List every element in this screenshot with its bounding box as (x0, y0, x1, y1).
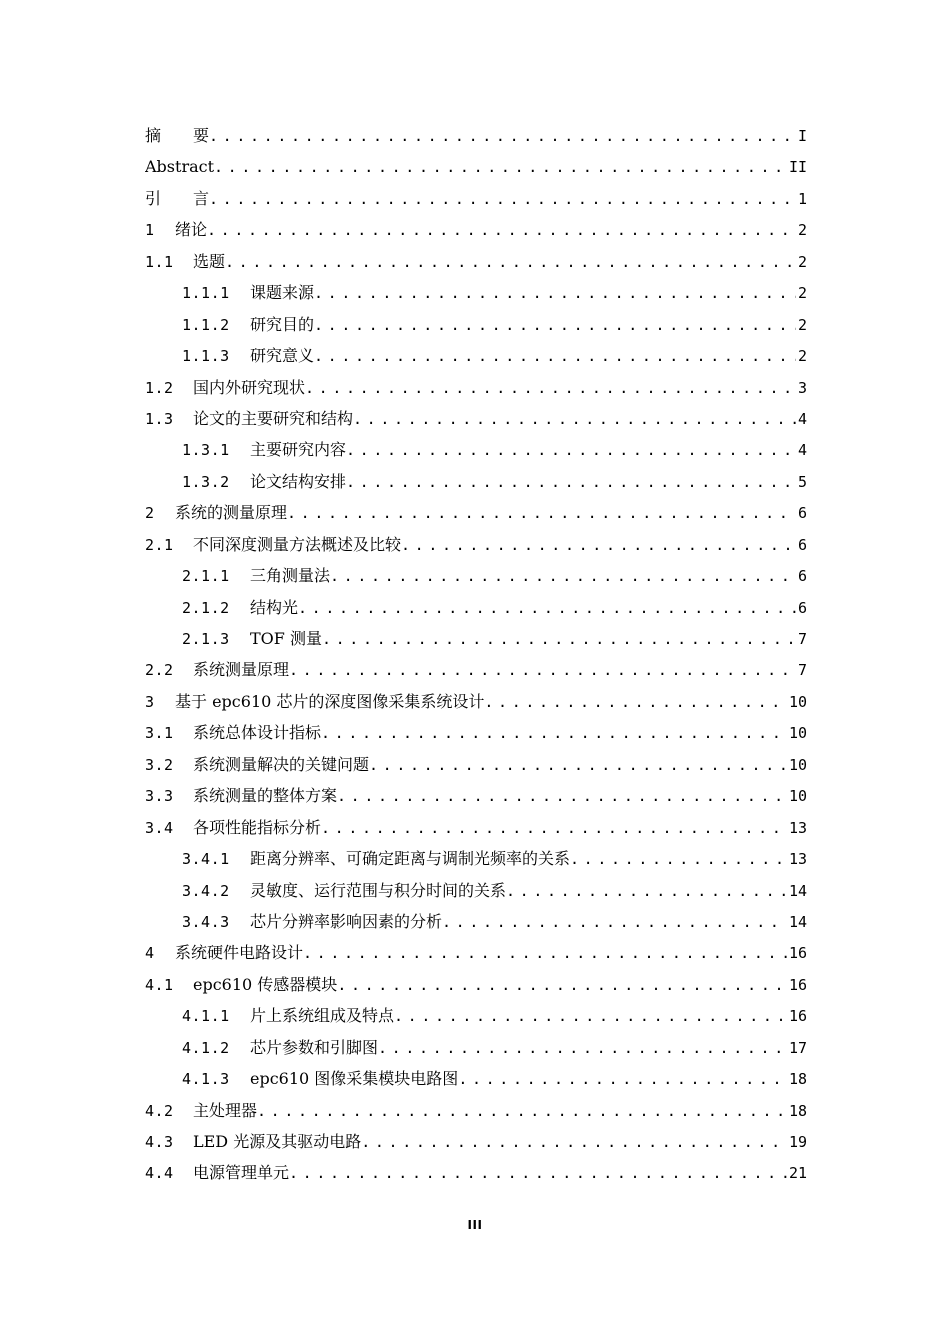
toc-entry-page: 2 (797, 315, 807, 334)
toc-entry-number: 1.3.2 (182, 472, 230, 491)
toc-entry[interactable] (145, 1000, 807, 1031)
toc-entry-title: 绪论 (175, 220, 208, 240)
toc-entry-page: 14 (788, 912, 807, 931)
toc-entry-page: 17 (788, 1038, 807, 1057)
toc-dot-leader (207, 214, 796, 245)
toc-entry-title: 摘 要 (145, 126, 210, 145)
toc-entry-page: II (788, 158, 807, 177)
toc-dot-leader (321, 717, 787, 748)
toc-entry-title: 国内外研究现状 (193, 377, 306, 397)
toc-entry-page: 4 (797, 409, 807, 428)
toc-entry-number: 4.1.2 (182, 1038, 230, 1057)
toc-entry-title: 课题来源 (250, 283, 315, 303)
toc-entry[interactable] (145, 309, 807, 340)
toc-dot-leader (401, 529, 796, 560)
toc-entry-page: 16 (788, 944, 807, 963)
toc-entry[interactable] (145, 1126, 807, 1157)
toc-entry[interactable] (145, 560, 807, 591)
toc-entry-title: 基于 epc610 芯片的深度图像采集系统设计 (175, 691, 485, 711)
toc-entry[interactable] (145, 120, 807, 151)
toc-entry-number: 3.1 (145, 724, 174, 743)
toc-entry-title: 芯片分辨率影响因素的分析 (250, 911, 443, 931)
toc-dot-leader (337, 969, 787, 1000)
toc-entry-number: 2.1.3 (182, 630, 230, 648)
toc-entry-page: 4 (797, 441, 807, 460)
toc-dot-leader (314, 340, 796, 371)
toc-entry-page: I (797, 127, 807, 145)
toc-entry-title: LED 光源及其驱动电路 (193, 1132, 362, 1151)
toc-entry[interactable] (145, 403, 807, 434)
toc-entry-page: 2 (797, 347, 807, 366)
toc-entry[interactable] (145, 749, 807, 780)
toc-dot-leader (458, 1063, 787, 1094)
toc-entry[interactable] (145, 654, 807, 685)
toc-entry[interactable] (145, 592, 807, 623)
toc-entry-page: 6 (797, 598, 807, 617)
toc-entry[interactable] (145, 497, 807, 528)
toc-entry-page: 16 (788, 1007, 807, 1026)
toc-entry-title: TOF 测量 (250, 629, 322, 648)
toc-dot-leader (346, 434, 796, 465)
toc-entry-number: 1 (145, 221, 155, 240)
toc-dot-leader (442, 906, 787, 937)
toc-entry[interactable] (145, 937, 807, 968)
toc-entry-number: 2.1.2 (182, 598, 230, 617)
toc-dot-leader (289, 1157, 787, 1188)
toc-dot-leader (225, 246, 796, 277)
table-of-contents (145, 120, 807, 1189)
toc-entry[interactable] (145, 717, 807, 748)
toc-entry-title: 系统总体设计指标 (193, 723, 322, 743)
toc-entry-page: 10 (788, 787, 807, 806)
toc-entry-number: 3.3 (145, 787, 174, 806)
toc-dot-leader (303, 937, 787, 968)
toc-dot-leader (394, 1000, 787, 1031)
toc-entry-title: 片上系统组成及特点 (250, 1006, 395, 1026)
toc-entry-page: 13 (788, 850, 807, 869)
toc-dot-leader (361, 1126, 787, 1157)
toc-entry-page: 3 (797, 378, 807, 397)
toc-entry-number: 3.4.1 (182, 850, 230, 869)
toc-entry[interactable] (145, 969, 807, 1000)
toc-entry-title: 结构光 (250, 597, 299, 617)
toc-entry-page: 13 (788, 818, 807, 837)
toc-dot-leader (330, 560, 796, 591)
toc-entry[interactable] (145, 466, 807, 497)
toc-dot-leader (369, 749, 787, 780)
toc-entry-title: 三角测量法 (250, 566, 331, 586)
toc-entry-title: 不同深度测量方法概述及比较 (193, 534, 402, 554)
toc-entry[interactable] (145, 340, 807, 371)
toc-entry[interactable] (145, 843, 807, 874)
toc-entry-number: 2.1 (145, 535, 174, 554)
toc-entry[interactable] (145, 1063, 807, 1094)
toc-entry-page: 7 (797, 630, 807, 648)
toc-entry-title: 论文的主要研究和结构 (193, 408, 354, 428)
toc-entry-number: 4.1.3 (182, 1070, 230, 1089)
toc-entry-page: 10 (788, 755, 807, 774)
toc-dot-leader (506, 875, 787, 906)
toc-dot-leader (305, 372, 796, 403)
toc-entry-number: 4.3 (145, 1133, 174, 1151)
toc-dot-leader (570, 843, 787, 874)
toc-entry-title: Abstract (145, 157, 215, 177)
toc-entry[interactable] (145, 686, 807, 717)
toc-entry-page: 19 (788, 1133, 807, 1151)
toc-entry-number: 3.4.3 (182, 912, 230, 931)
toc-entry[interactable] (145, 214, 807, 245)
toc-entry[interactable] (145, 1032, 807, 1063)
toc-entry-page: 10 (788, 724, 807, 743)
toc-entry-page: 5 (797, 472, 807, 491)
toc-entry-page: 18 (788, 1101, 807, 1120)
toc-entry-number: 1.1.2 (182, 315, 230, 334)
toc-entry[interactable] (145, 780, 807, 811)
toc-entry-page: 16 (788, 975, 807, 994)
toc-dot-leader (214, 151, 787, 182)
toc-dot-leader (209, 120, 796, 151)
toc-dot-leader (337, 780, 787, 811)
toc-dot-leader (378, 1032, 787, 1063)
toc-entry-page: 2 (797, 252, 807, 271)
toc-entry-title: 研究目的 (250, 314, 315, 334)
toc-entry-number: 1.1.1 (182, 284, 230, 303)
toc-entry-number: 2.2 (145, 661, 174, 680)
toc-entry[interactable] (145, 812, 807, 843)
toc-entry-title: epc610 传感器模块 (193, 974, 338, 994)
toc-dot-leader (287, 497, 796, 528)
toc-entry-number: 4.2 (145, 1101, 174, 1120)
toc-entry-number: 3 (145, 692, 155, 711)
toc-entry[interactable] (145, 434, 807, 465)
toc-dot-leader (209, 183, 796, 214)
toc-entry[interactable] (145, 906, 807, 937)
toc-dot-leader (314, 309, 796, 340)
toc-entry-page: 2 (797, 221, 807, 240)
toc-entry-number: 4.4 (145, 1164, 174, 1183)
toc-entry[interactable] (145, 875, 807, 906)
toc-entry-title: 引 言 (145, 188, 210, 208)
toc-entry-title: 灵敏度、运行范围与积分时间的关系 (250, 880, 507, 900)
toc-entry-number: 1.3.1 (182, 441, 230, 460)
toc-entry-page: 2 (797, 284, 807, 303)
toc-entry-page: 1 (797, 189, 807, 208)
toc-entry-title: 主要研究内容 (250, 440, 347, 460)
toc-entry-title: 芯片参数和引脚图 (250, 1037, 379, 1057)
toc-dot-leader (346, 466, 796, 497)
toc-entry[interactable] (145, 151, 807, 182)
toc-entry-page: 18 (788, 1070, 807, 1089)
page-number-footer: III (467, 1218, 483, 1232)
toc-entry-title: 电源管理单元 (193, 1163, 290, 1183)
toc-entry-page: 21 (788, 1164, 807, 1183)
toc-entry-title: 主处理器 (193, 1100, 258, 1120)
toc-entry-title: 系统测量的整体方案 (193, 786, 338, 806)
toc-entry[interactable] (145, 246, 807, 277)
toc-entry-title: 论文结构安排 (250, 471, 347, 491)
toc-entry-number: 2 (145, 504, 155, 523)
toc-entry[interactable] (145, 1157, 807, 1188)
toc-entry-title: 系统测量原理 (193, 660, 290, 680)
toc-entry-number: 4.1.1 (182, 1007, 230, 1026)
toc-entry-page: 14 (788, 881, 807, 900)
toc-entry-title: 系统测量解决的关键问题 (193, 754, 370, 774)
toc-dot-leader (322, 623, 796, 654)
toc-entry-number: 1.1 (145, 252, 174, 271)
toc-entry[interactable] (145, 623, 807, 654)
toc-entry[interactable] (145, 1095, 807, 1126)
toc-entry-page: 6 (797, 504, 807, 523)
toc-entry-page: 6 (797, 535, 807, 554)
toc-entry-title: 研究意义 (250, 346, 315, 366)
toc-entry[interactable] (145, 277, 807, 308)
toc-entry-number: 3.4.2 (182, 881, 230, 900)
toc-entry-page: 6 (797, 567, 807, 586)
toc-entry-number: 1.1.3 (182, 347, 230, 366)
toc-entry[interactable] (145, 372, 807, 403)
toc-entry-page: 10 (788, 692, 807, 711)
toc-entry-number: 1.2 (145, 378, 174, 397)
toc-entry-title: epc610 图像采集模块电路图 (250, 1069, 459, 1089)
toc-entry-number: 3.2 (145, 755, 174, 774)
toc-entry[interactable] (145, 529, 807, 560)
toc-entry-title: 选题 (193, 251, 226, 271)
toc-dot-leader (484, 686, 787, 717)
toc-entry-number: 2.1.1 (182, 567, 230, 586)
toc-entry-number: 3.4 (145, 818, 174, 837)
toc-entry-number: 1.3 (145, 409, 174, 428)
toc-entry-number: 4 (145, 944, 155, 963)
toc-entry-number: 4.1 (145, 975, 174, 994)
toc-entry-title: 距离分辨率、可确定距离与调制光频率的关系 (250, 849, 571, 869)
toc-dot-leader (289, 654, 796, 685)
toc-entry-page: 7 (797, 661, 807, 680)
toc-dot-leader (257, 1095, 787, 1126)
toc-dot-leader (314, 277, 796, 308)
toc-dot-leader (353, 403, 796, 434)
toc-entry-title: 各项性能指标分析 (193, 817, 322, 837)
toc-entry[interactable] (145, 183, 807, 214)
toc-entry-title: 系统硬件电路设计 (175, 943, 304, 963)
toc-dot-leader (298, 592, 796, 623)
toc-dot-leader (321, 812, 787, 843)
toc-entry-title: 系统的测量原理 (175, 503, 288, 523)
